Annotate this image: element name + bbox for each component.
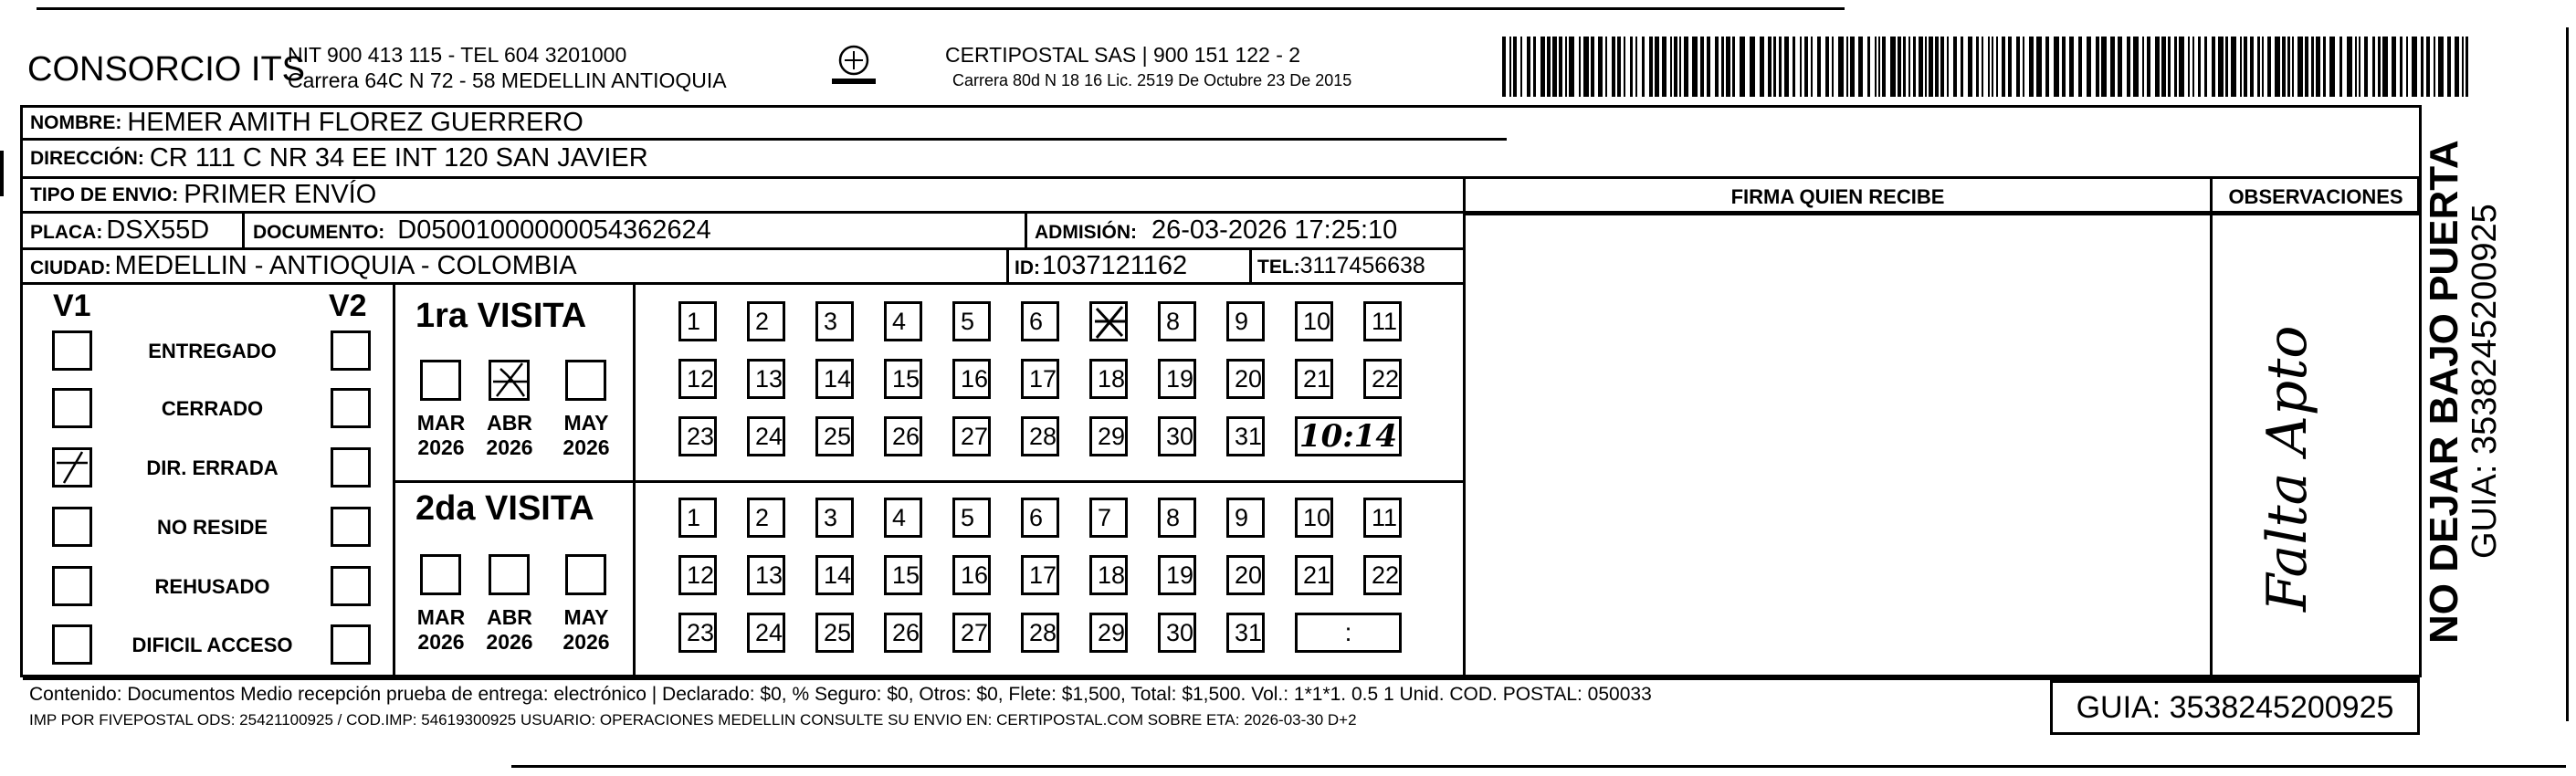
calendar-divider [633, 285, 636, 677]
admision-value: 26-03-2026 17:25:10 [1151, 215, 1398, 245]
firma-label: FIRMA QUIEN RECIBE [1730, 185, 1945, 208]
visit1-day-8[interactable]: 8 [1158, 301, 1196, 341]
month-label: ABR 2026 [486, 411, 533, 459]
visit2-day-1[interactable]: 1 [678, 498, 717, 538]
visit2-day-14[interactable]: 14 [815, 555, 854, 595]
status-option-label: NO RESIDE [156, 516, 268, 539]
v1-rehusado-checkbox[interactable] [52, 566, 92, 606]
visit2-title: 2da VISITA [415, 489, 594, 528]
visit2-day-15[interactable]: 15 [884, 555, 922, 595]
placa-label: PLACA: [30, 222, 103, 243]
visit2-day-19[interactable]: 19 [1158, 555, 1196, 595]
visit1-day-1[interactable]: 1 [678, 301, 717, 341]
visit2-day-6[interactable]: 6 [1021, 498, 1059, 538]
visit1-day-16[interactable]: 16 [952, 359, 991, 399]
admision-label: ADMISIÓN: [1035, 222, 1137, 243]
firma-column-divider [1463, 179, 1466, 677]
documento-value: D05001000000054362624 [397, 215, 711, 245]
visit2-time-field[interactable]: : [1295, 613, 1402, 653]
placa-divider [242, 214, 245, 247]
visit1-day-25[interactable]: 25 [815, 416, 854, 456]
visit1-day-31[interactable]: 31 [1226, 416, 1265, 456]
visit1-day-9[interactable]: 9 [1226, 301, 1265, 341]
visit2-day-30[interactable]: 30 [1158, 613, 1196, 653]
visit2-month-may-checkbox[interactable] [565, 554, 606, 595]
visit1-day-11[interactable]: 11 [1363, 301, 1402, 341]
visit1-day-24[interactable]: 24 [747, 416, 785, 456]
visit2-day-24[interactable]: 24 [747, 613, 785, 653]
ciudad-value: MEDELLIN - ANTIOQUIA - COLOMBIA [114, 251, 577, 280]
visit1-day-2[interactable]: 2 [747, 301, 785, 341]
month-label: MAR 2026 [416, 605, 466, 654]
row-ciudad [23, 250, 1466, 285]
visit1-day-27[interactable]: 27 [952, 416, 991, 456]
admision-divider [1025, 214, 1027, 247]
right-header-underline [1466, 213, 2420, 215]
side-warning: NO DEJAR BAJO PUERTA [2422, 140, 2466, 644]
id-label: ID: [1015, 257, 1040, 278]
tel-value: 3117456638 [1299, 253, 1425, 278]
footer-guia-box [2050, 680, 2420, 735]
month-label: MAY 2026 [563, 411, 610, 459]
row-direccion [23, 141, 2420, 179]
visit2-day-31[interactable]: 31 [1226, 613, 1265, 653]
footer-line1: Contenido: Documentos Medio recepción prueba de entrega: electrónico | Declarado: $0, % Seguro: $0, Otros: $0, Flete: $1,500, Total: $1,500. Vol.: 1*1*1. 0.5 1 Unid. COD. POSTAL: 050033 [29, 684, 1652, 705]
row-placa [23, 214, 1466, 250]
status-option-label: ENTREGADO [148, 340, 277, 362]
certipostal-logo [826, 40, 881, 95]
visit1-day-21[interactable]: 21 [1295, 359, 1333, 399]
visit2-day-26[interactable]: 26 [884, 613, 922, 653]
certipostal-address: Carrera 80d N 18 16 Lic. 2519 De Octubre 23 De 2015 [952, 71, 1352, 89]
company-address: Carrera 64C N 72 - 58 MEDELLIN ANTIOQUIA [288, 68, 727, 92]
company-name: CONSORCIO ITS [27, 50, 306, 89]
visit1-day-20[interactable]: 20 [1226, 359, 1265, 399]
visit1-day-6[interactable]: 6 [1021, 301, 1059, 341]
v2-dificil-acceso-checkbox[interactable] [331, 624, 371, 665]
visit2-day-3[interactable]: 3 [815, 498, 854, 538]
v2-label: V2 [329, 288, 367, 323]
tel-label: TEL: [1257, 257, 1300, 278]
nombre-value: HEMER AMITH FLOREZ GUERRERO [127, 108, 584, 137]
visit2-day-29[interactable]: 29 [1089, 613, 1128, 653]
visit1-day-30[interactable]: 30 [1158, 416, 1196, 456]
v1-dir-errada-checkbox[interactable] [52, 447, 92, 488]
visit2-day-17[interactable]: 17 [1021, 555, 1059, 595]
visit1-day-3[interactable]: 3 [815, 301, 854, 341]
visit1-day-17[interactable]: 17 [1021, 359, 1059, 399]
visit1-day-23[interactable]: 23 [678, 416, 717, 456]
visit2-day-25[interactable]: 25 [815, 613, 854, 653]
tipo-label: TIPO DE ENVIO: [30, 184, 179, 205]
visit2-day-16[interactable]: 16 [952, 555, 991, 595]
visit1-day-5[interactable]: 5 [952, 301, 991, 341]
v1-dificil-acceso-checkbox[interactable] [52, 624, 92, 665]
id-value: 1037121162 [1042, 251, 1188, 280]
certipostal-name: CERTIPOSTAL SAS | 900 151 122 - 2 [945, 43, 1301, 67]
left-tick [0, 151, 4, 196]
obs-column-divider [2210, 179, 2213, 677]
footer-guia: GUIA: 3538245200925 [2076, 689, 2394, 725]
bottom-rule [511, 765, 2566, 768]
visit2-day-13[interactable]: 13 [747, 555, 785, 595]
footer-line2: IMP POR FIVEPOSTAL ODS: 25421100925 / COD.IMP: 54619300925 USUARIO: OPERACIONES MEDELLIN CONSULTE SU ENVIO EN: CERTIPOSTAL.COM SOBRE ETA: 2026-03-30 D+2 [29, 711, 1357, 729]
visit1-day-15[interactable]: 15 [884, 359, 922, 399]
visit1-title: 1ra VISITA [415, 297, 587, 335]
id-divider [1006, 250, 1009, 282]
visit1-day-14[interactable]: 14 [815, 359, 854, 399]
month-label: MAY 2026 [563, 605, 610, 654]
status-option-label: CERRADO [161, 397, 264, 420]
visit1-day-10[interactable]: 10 [1295, 301, 1333, 341]
visit2-day-23[interactable]: 23 [678, 613, 717, 653]
visit1-day-12[interactable]: 12 [678, 359, 717, 399]
visit2-month-abr-checkbox[interactable] [489, 554, 530, 595]
visit1-time-field[interactable]: 10:14 [1295, 416, 1402, 456]
v2-rehusado-checkbox[interactable] [331, 566, 371, 606]
obs-right-divider [2417, 179, 2420, 215]
row-nombre [23, 108, 1507, 141]
top-rule [37, 7, 1845, 10]
v1-entregado-checkbox[interactable] [52, 330, 92, 371]
visit1-day-7[interactable] [1089, 301, 1128, 341]
visit1-month-may-checkbox[interactable] [565, 360, 606, 401]
visit2-day-2[interactable]: 2 [747, 498, 785, 538]
visit2-day-27[interactable]: 27 [952, 613, 991, 653]
placa-value: DSX55D [106, 215, 210, 245]
side-guia: GUIA: 3538245200925 [2466, 204, 2504, 559]
visit1-day-29[interactable]: 29 [1089, 416, 1128, 456]
visit2-day-12[interactable]: 12 [678, 555, 717, 595]
visit1-day-4[interactable]: 4 [884, 301, 922, 341]
right-rule [2566, 27, 2569, 721]
visit1-day-26[interactable]: 26 [884, 416, 922, 456]
visit2-day-18[interactable]: 18 [1089, 555, 1128, 595]
nombre-label: NOMBRE: [30, 111, 122, 133]
direccion-value: CR 111 C NR 34 EE INT 120 SAN JAVIER [149, 143, 648, 173]
month-label: ABR 2026 [486, 605, 533, 654]
v1-cerrado-checkbox[interactable] [52, 388, 92, 428]
v2-dir-errada-checkbox[interactable] [331, 447, 371, 488]
v2-no-reside-checkbox[interactable] [331, 507, 371, 547]
v2-entregado-checkbox[interactable] [331, 330, 371, 371]
documento-label: DOCUMENTO: [253, 222, 385, 243]
visit1-month-mar-checkbox[interactable] [420, 360, 461, 401]
visit2-day-22[interactable]: 22 [1363, 555, 1402, 595]
visit2-day-10[interactable]: 10 [1295, 498, 1333, 538]
visit1-day-19[interactable]: 19 [1158, 359, 1196, 399]
visit1-day-28[interactable]: 28 [1021, 416, 1059, 456]
visit1-day-22[interactable]: 22 [1363, 359, 1402, 399]
visit2-day-4[interactable]: 4 [884, 498, 922, 538]
visit1-month-abr-checkbox[interactable] [489, 360, 530, 401]
observaciones-label: OBSERVACIONES [2228, 185, 2403, 208]
visit2-day-5[interactable]: 5 [952, 498, 991, 538]
status-option-label: REHUSADO [154, 575, 270, 598]
visit2-day-9[interactable]: 9 [1226, 498, 1265, 538]
visit2-month-mar-checkbox[interactable] [420, 554, 461, 595]
v1-no-reside-checkbox[interactable] [52, 507, 92, 547]
v2-cerrado-checkbox[interactable] [331, 388, 371, 428]
visit2-day-20[interactable]: 20 [1226, 555, 1265, 595]
visit2-day-8[interactable]: 8 [1158, 498, 1196, 538]
barcode [1502, 37, 2479, 97]
v1-label: V1 [53, 288, 91, 323]
visit1-day-13[interactable]: 13 [747, 359, 785, 399]
visit2-day-11[interactable]: 11 [1363, 498, 1402, 538]
visit-divider [395, 480, 1463, 483]
tipo-value: PRIMER ENVÍO [184, 180, 377, 209]
ciudad-label: CIUDAD: [30, 257, 111, 278]
month-label: MAR 2026 [416, 411, 466, 459]
visit2-day-7[interactable]: 7 [1089, 498, 1128, 538]
visit2-day-28[interactable]: 28 [1021, 613, 1059, 653]
observacion-handwriting: Falta Apto [2255, 325, 2319, 612]
visit2-day-21[interactable]: 21 [1295, 555, 1333, 595]
status-option-label: DIFICIL ACCESO [131, 634, 293, 656]
status-option-label: DIR. ERRADA [146, 456, 279, 479]
company-nit: NIT 900 413 115 - TEL 604 3201000 [288, 43, 627, 67]
direccion-label: DIRECCIÓN: [30, 147, 144, 169]
visit1-day-18[interactable]: 18 [1089, 359, 1128, 399]
certipostal-logo-icon [826, 40, 881, 95]
tel-divider [1249, 250, 1252, 282]
